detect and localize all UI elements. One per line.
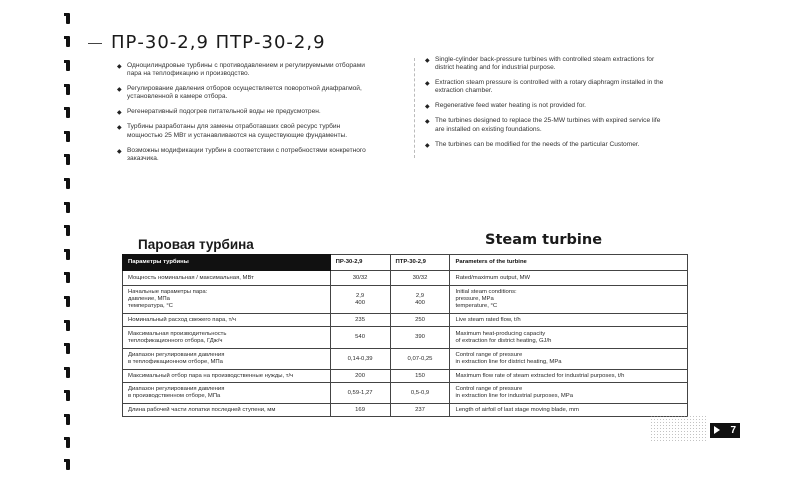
param-en: Rated/maximum output, MW: [450, 271, 688, 286]
page-number: 7: [710, 423, 740, 438]
bullet-icon: ◆: [425, 104, 430, 111]
table-header-row: [123, 255, 688, 271]
value-ptr: 0,07-0,25: [390, 349, 450, 370]
header-ptr: ПТР-30-2,9: [390, 255, 450, 271]
paragraph-en: ◆ Regenerative feed water heating is not provided for.: [425, 102, 587, 111]
param-en: Length of airfoil of last stage moving blade, mm: [450, 404, 688, 417]
param-ru: Максимальная производительность теплофикационного отбора, ГДж/ч: [123, 327, 331, 349]
bullet-icon: ◆: [117, 125, 122, 132]
param-ru: Мощность номинальная / максимальная, МВт: [123, 271, 331, 286]
value-pr: 2,9 400: [330, 286, 390, 314]
param-en: Control range of pressure in extraction line for industrial purposes, MPa: [450, 383, 688, 404]
bullet-icon: ◆: [425, 142, 430, 149]
bullet-icon: ◆: [425, 81, 430, 88]
binding-ring: [66, 178, 70, 189]
table-row: [123, 286, 688, 314]
paragraph-ru: ◆ Одноцилиндровые турбины с противодавлением и регулируемыми отборами пара на теплофикацию и производство.: [117, 62, 365, 78]
binding-ring: [66, 459, 70, 470]
binding-ring: [66, 60, 70, 71]
param-ru: Начальные параметры пара: давление, МПа температура, °С: [123, 286, 331, 314]
bullet-icon: ◆: [117, 148, 122, 155]
paragraph-ru: ◆ Турбины разработаны для замены отработавших свой ресурс турбин мощностью 25 МВт и устанавливаются на существующие фундаменты.: [117, 123, 348, 139]
table-row: [123, 370, 688, 383]
title-dash: [88, 43, 102, 44]
table-row: [123, 349, 688, 370]
value-pr: 0,59-1,27: [330, 383, 390, 404]
paragraph-ru: ◆ Регенеративный подогрев питательной воды не предусмотрен.: [117, 108, 321, 117]
param-en: Maximum flow rate of steam extracted for industrial purposes, t/h: [450, 370, 688, 383]
bullet-icon: ◆: [117, 87, 122, 94]
binding-ring: [66, 13, 70, 24]
turbine-parameters-table: [122, 254, 688, 417]
param-ru: Длина рабочей части лопатки последней ступени, мм: [123, 404, 331, 417]
header-pr: ПР-30-2,9: [330, 255, 390, 271]
paragraph-en: ◆ Single-cylinder back-pressure turbines with controlled steam extractions for district heating and for industrial purpose.: [425, 56, 655, 72]
value-pr: 169: [330, 404, 390, 417]
bullet-icon: ◆: [425, 119, 430, 126]
param-ru: Максимальный отбор пара на производственные нужды, т/ч: [123, 370, 331, 383]
section-heading-en: Steam turbine: [485, 232, 603, 248]
binding-ring: [66, 414, 70, 425]
binding-ring: [66, 343, 70, 354]
binding-ring: [66, 437, 70, 448]
bullet-icon: ◆: [117, 64, 122, 70]
value-pr: 200: [330, 370, 390, 383]
param-en: Maximum heat-producing capacity of extraction for district heating, GJ/h: [450, 327, 688, 349]
value-pr: 540: [330, 327, 390, 349]
value-ptr: 2,9 400: [390, 286, 450, 314]
table-row: [123, 271, 688, 286]
binding-ring: [66, 131, 70, 142]
binding-ring: [66, 390, 70, 401]
param-ru: Диапазон регулирования давления в производственном отборе, МПа: [123, 383, 331, 404]
dither-decoration: [650, 415, 708, 441]
paragraph-en: ◆ The turbines designed to replace the 25-MW turbines with expired service life are installed on existing foundations.: [425, 117, 661, 133]
section-heading-ru: Паровая турбина: [138, 237, 254, 252]
spiral-binding: [62, 0, 76, 480]
paragraph-en: ◆ Extraction steam pressure is controlled with a rotary diaphragm installed in the extraction chamber.: [425, 79, 664, 95]
param-en: Control range of pressure in extraction line for district heating, MPa: [450, 349, 688, 370]
column-divider: [414, 58, 415, 158]
binding-ring: [66, 84, 70, 95]
header-params-ru: Параметры турбины: [123, 255, 331, 271]
binding-ring: [66, 107, 70, 118]
binding-ring: [66, 320, 70, 331]
header-params-en: Parameters of the turbine: [450, 255, 688, 271]
param-ru: Диапазон регулирования давления в теплофикационном отборе, МПа: [123, 349, 331, 370]
table-row: [123, 404, 688, 417]
page-title: ПР-30-2,9 ПТР-30-2,9: [111, 32, 326, 53]
value-ptr: 150: [390, 370, 450, 383]
binding-ring: [66, 36, 70, 47]
paragraph-ru: ◆ Регулирование давления отборов осуществляется поворотной диафрагмой, установленной в камере отбора.: [117, 85, 362, 101]
param-en: Live steam rated flow, t/h: [450, 314, 688, 327]
table-row: [123, 327, 688, 349]
value-ptr: 250: [390, 314, 450, 327]
binding-ring: [66, 154, 70, 165]
binding-ring: [66, 225, 70, 236]
binding-ring: [66, 296, 70, 307]
bullet-icon: ◆: [425, 58, 430, 64]
value-pr: 0,14-0,39: [330, 349, 390, 370]
value-ptr: 30/32: [390, 271, 450, 286]
value-pr: 30/32: [330, 271, 390, 286]
binding-ring: [66, 367, 70, 378]
value-ptr: 237: [390, 404, 450, 417]
description-en: [423, 56, 693, 156]
bullet-icon: ◆: [117, 110, 122, 117]
table-row: [123, 314, 688, 327]
description-ru: [115, 62, 395, 170]
value-ptr: 390: [390, 327, 450, 349]
paragraph-en: ◆ The turbines can be modified for the needs of the particular Customer.: [425, 140, 640, 149]
value-pr: 235: [330, 314, 390, 327]
binding-ring: [66, 249, 70, 260]
param-ru: Номинальный расход свежего пара, т/ч: [123, 314, 331, 327]
binding-ring: [66, 202, 70, 213]
table-row: [123, 383, 688, 404]
paragraph-ru: ◆ Возможны модификации турбин в соответствии с потребностями конкретного заказчика.: [117, 146, 366, 162]
value-ptr: 0,5-0,9: [390, 383, 450, 404]
param-en: Initial steam conditions: pressure, MPa temperature, °C: [450, 286, 688, 314]
binding-ring: [66, 272, 70, 283]
